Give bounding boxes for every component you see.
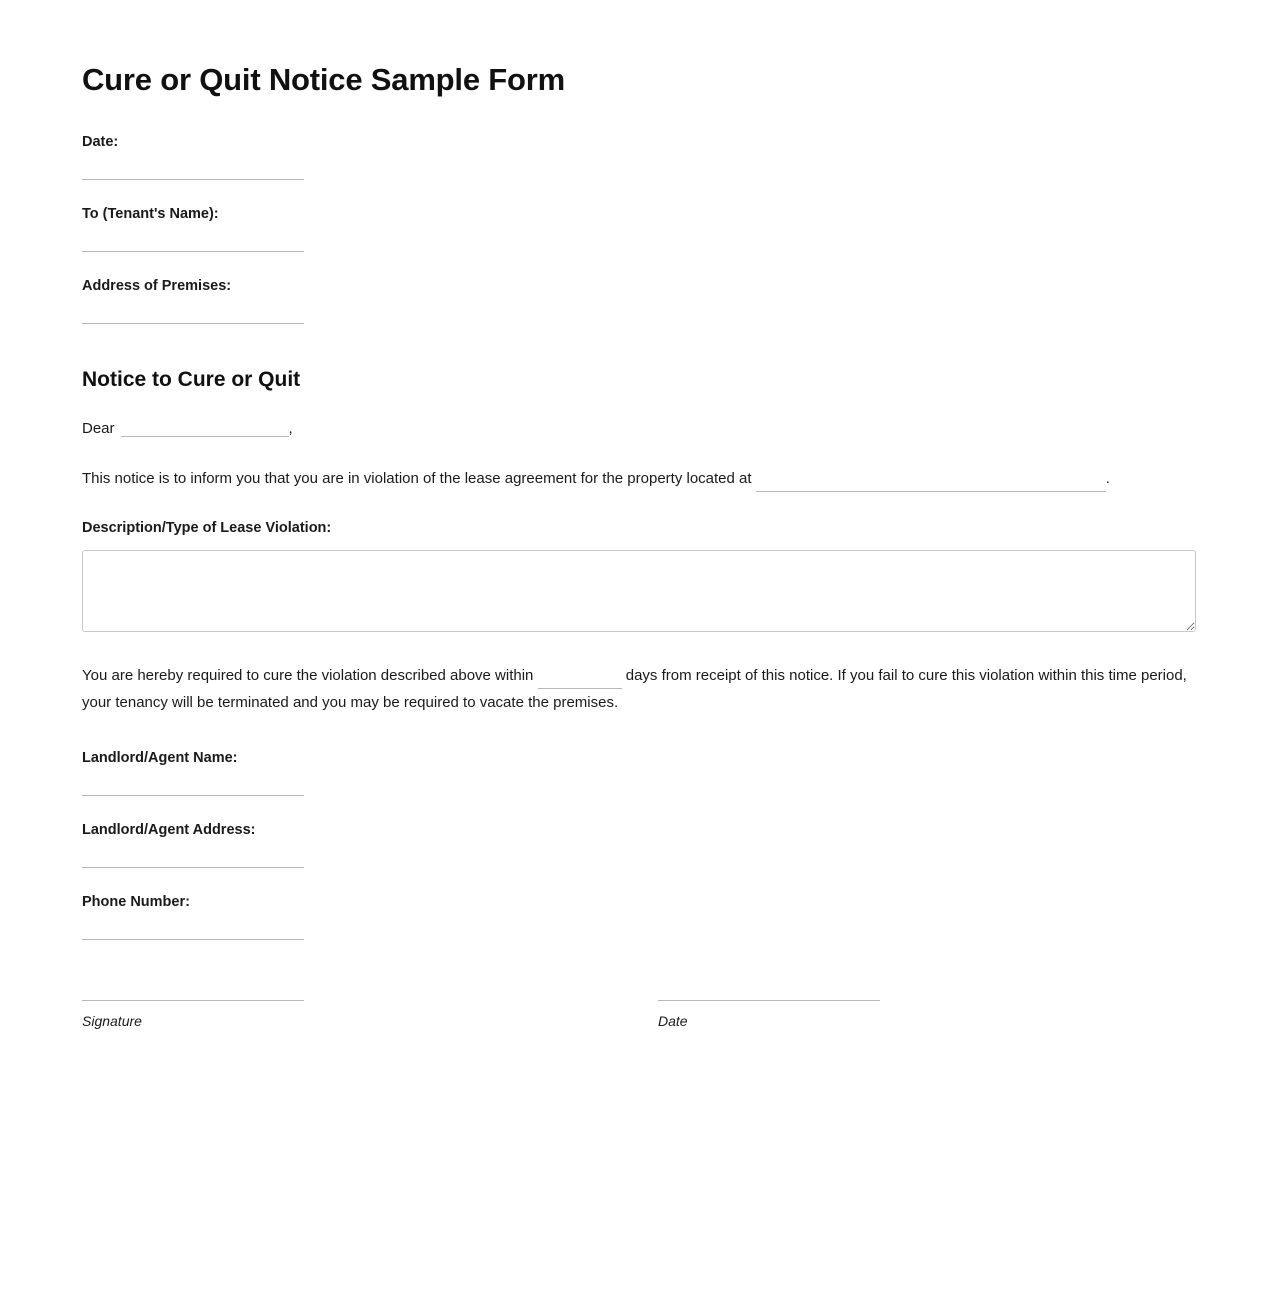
date-input-line[interactable] (82, 179, 304, 180)
landlord-address-input-line[interactable] (82, 867, 304, 868)
field-phone-number (82, 894, 1198, 940)
cure-days-input-line[interactable] (538, 674, 622, 689)
field-label-landlord-address: Landlord/Agent Address: (82, 822, 256, 838)
signature-date-input-line[interactable] (658, 1000, 880, 1001)
field-label-tenant-name: To (Tenant's Name): (82, 206, 219, 222)
section-title-notice: Notice to Cure or Quit (82, 368, 301, 391)
phone-number-input-line[interactable] (82, 939, 304, 940)
field-tenant-name (82, 206, 1198, 252)
signature-input-line[interactable] (82, 1000, 304, 1001)
tenant-name-input-line[interactable] (82, 251, 304, 252)
field-landlord-name (82, 750, 1198, 796)
cure-paragraph (82, 662, 1192, 716)
intro-text-before: This notice is to inform you that you are in violation of the lease agreement for the property located at (82, 470, 752, 487)
field-label-phone-number: Phone Number: (82, 894, 190, 910)
signature-row (82, 1000, 1198, 1029)
field-label-address-of-premises: Address of Premises: (82, 278, 232, 294)
field-address-of-premises (82, 278, 1198, 324)
intro-paragraph (82, 465, 1198, 492)
cure-text-before: You are hereby required to cure the violation described above within (82, 667, 534, 684)
landlord-name-input-line[interactable] (82, 795, 304, 796)
violation-label: Description/Type of Lease Violation: (82, 520, 332, 536)
field-date (82, 134, 1198, 180)
salutation-label: Dear (82, 420, 115, 437)
signature-block (82, 1000, 304, 1029)
intro-text-after: . (1105, 470, 1110, 487)
signature-date-block (658, 1000, 880, 1029)
cure-text-after: days from receipt of this notice. If you fail to cure this violation within this time period, your tenancy will be terminated and you may be required to vacate the premises. (82, 667, 1187, 711)
field-label-date: Date: (82, 134, 119, 150)
violation-description-textarea[interactable] (82, 550, 1196, 632)
salutation-name-input-line[interactable] (121, 422, 289, 437)
salutation-line (82, 420, 1198, 437)
field-landlord-address (82, 822, 1198, 868)
signature-date-caption: Date (658, 1013, 688, 1029)
salutation-comma: , (288, 420, 293, 437)
property-address-input-line[interactable] (756, 477, 1106, 492)
field-label-landlord-name: Landlord/Agent Name: (82, 750, 238, 766)
signature-caption: Signature (82, 1013, 142, 1029)
page-title: Cure or Quit Notice Sample Form (82, 62, 565, 97)
address-of-premises-input-line[interactable] (82, 323, 304, 324)
